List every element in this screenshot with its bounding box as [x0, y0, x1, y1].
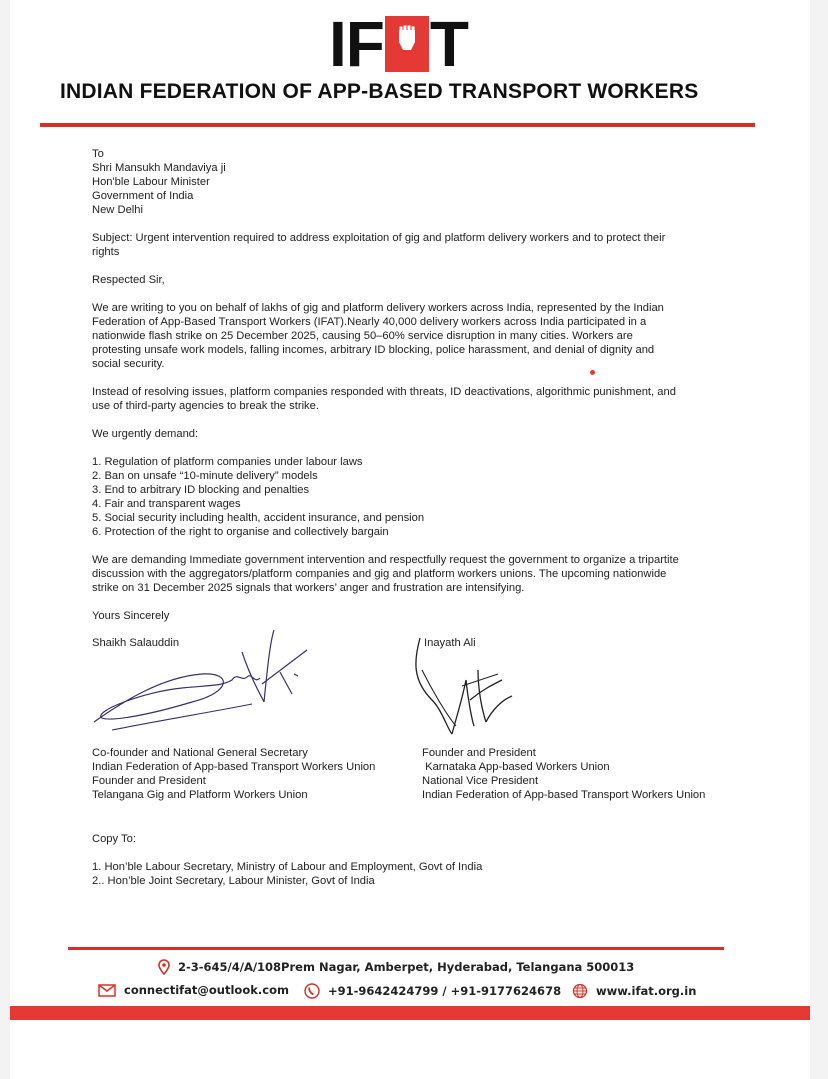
para1-line: social security. — [92, 358, 165, 370]
left-signatory-titles: Co-founder and National General Secretary Indian Federation of App-based Transport Workers Union Founder and President Telangana Gig and Platform Workers Union — [92, 747, 376, 801]
demand-item: 6. Protection of the right to organise and collectively bargain — [92, 526, 389, 538]
right-signatory-name: Inayath Ali — [424, 637, 476, 649]
para1-line: nationwide flash strike on 25 December 2025, causing 50–60% service disruption in many cities. Workers are — [92, 330, 633, 342]
globe-icon — [572, 983, 588, 999]
to-label: To — [92, 148, 104, 160]
right-signature — [402, 630, 532, 740]
raised-fist-icon — [393, 22, 421, 52]
recipient-line: Hon'ble Labour Minister — [92, 176, 210, 188]
demand-item: 3. End to arbitrary ID blocking and penalties — [92, 484, 310, 496]
para3-line: We are demanding Immediate government intervention and respectfully request the government to organize a tripartite — [92, 554, 679, 566]
logo-suffix: T — [429, 8, 468, 80]
footer-divider — [68, 947, 724, 950]
letter-page — [10, 0, 810, 1079]
location-pin-icon — [158, 959, 170, 975]
para2-line: Instead of resolving issues, platform companies responded with threats, ID deactivations, algorithmic punishment, and — [92, 386, 676, 398]
footer-address: 2-3-645/4/A/108Prem Nagar, Amberpet, Hyderabad, Telangana 500013 — [158, 959, 634, 975]
para1-line: Federation of App-Based Transport Workers (IFAT).Nearly 40,000 delivery workers across India participated in a — [92, 316, 647, 328]
para3-line: discussion with the aggregators/platform companies and gig and platform workers unions. The upcoming nationwide — [92, 568, 667, 580]
organization-name: INDIAN FEDERATION OF APP-BASED TRANSPORT WORKERS — [60, 80, 699, 103]
logo-prefix: IF — [329, 8, 384, 80]
recipient-line: Government of India — [92, 190, 194, 202]
footer-phones[interactable]: +91-9642424799 / +91-9177624678 — [304, 983, 561, 999]
footer-website[interactable]: www.ifat.org.in — [572, 983, 696, 999]
copy-to-label: Copy To: — [92, 833, 136, 845]
copy-to-section — [92, 832, 482, 888]
recipient-line: Shri Mansukh Mandaviya ji — [92, 162, 226, 174]
letter-body — [92, 147, 742, 623]
demand-item: 2. Ban on unsafe “10-minute delivery” models — [92, 470, 318, 482]
para2-line: use of third-party agencies to break the strike. — [92, 400, 319, 412]
recipient-line: New Delhi — [92, 204, 143, 216]
subject-line: rights — [92, 246, 120, 258]
para1-line: protesting unsafe work models, falling incomes, arbitrary ID blocking, police harassment, and denial of dignity and — [92, 344, 655, 356]
demand-item: 4. Fair and transparent wages — [92, 498, 241, 510]
ifat-logo — [329, 8, 468, 80]
subject-line: Subject: Urgent intervention required to address exploitation of gig and platform delivery workers and to protect their — [92, 232, 666, 244]
para3-line: strike on 31 December 2025 signals that workers’ anger and frustration are intensifying. — [92, 582, 525, 594]
closing: Yours Sincerely — [92, 610, 170, 622]
red-dot-mark — [590, 370, 595, 375]
para1-line: We are writing to you on behalf of lakhs of gig and platform delivery workers across India, represented by the Indian — [92, 302, 664, 314]
logo-a-fist — [385, 16, 429, 72]
left-signature — [82, 622, 322, 740]
footer-email[interactable]: connectifat@outlook.com — [98, 983, 289, 997]
salutation: Respected Sir, — [92, 274, 165, 286]
footer-color-bar — [10, 1006, 810, 1020]
copy-to-item: 2.. Hon’ble Joint Secretary, Labour Minister, Govt of India — [92, 875, 375, 887]
left-signatory-name: Shaikh Salauddin — [92, 637, 180, 649]
copy-to-item: 1. Hon’ble Labour Secretary, Ministry of Labour and Employment, Govt of India — [92, 861, 483, 873]
demand-item: 1. Regulation of platform companies under labour laws — [92, 456, 363, 468]
demand-item: 5. Social security including health, accident insurance, and pension — [92, 512, 425, 524]
phone-icon — [304, 983, 320, 999]
right-signatory-titles: Founder and President Karnataka App-based Workers Union National Vice President Indian Federation of App-based Transport Workers Union — [422, 747, 706, 801]
header-divider — [40, 123, 755, 127]
mail-icon — [98, 984, 116, 997]
demand-intro: We urgently demand: — [92, 428, 199, 440]
